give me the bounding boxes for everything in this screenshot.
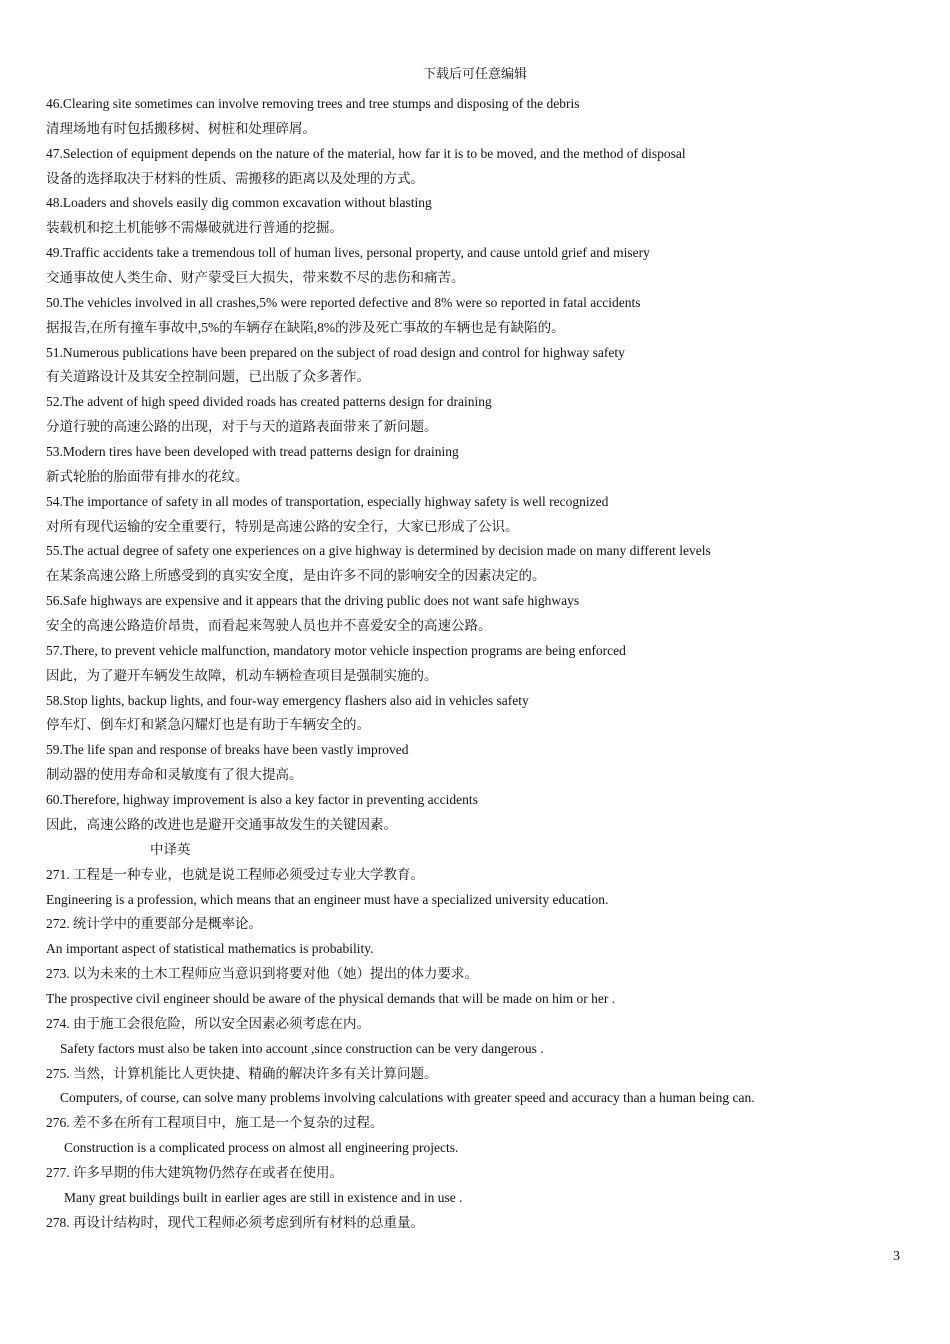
text-line: 271. 工程是一种专业，也就是说工程师必须受过专业大学教育。 bbox=[46, 866, 424, 882]
text-line: 在某条高速公路上所感受到的真实安全度，是由许多不同的影响安全的因素决定的。 bbox=[46, 568, 546, 584]
text-line: 56.Safe highways are expensive and it appears that the driving public does not want safe highways bbox=[46, 593, 580, 609]
text-line: 46.Clearing site sometimes can involve removing trees and tree stumps and disposing of the debris bbox=[46, 96, 580, 111]
text-line: 53.Modern tires have been developed with tread patterns design for draining bbox=[46, 444, 459, 460]
text-line: 55.The actual degree of safety one experiences on a give highway is determined by decision made on many different levels bbox=[46, 543, 711, 559]
text-line: 51.Numerous publications have been prepared on the subject of road design and control for highway safety bbox=[46, 344, 625, 360]
text-line: 48.Loaders and shovels easily dig common excavation without blasting bbox=[46, 195, 432, 211]
text-line: 清理场地有时包括搬移树、树桩和处理碎屑。 bbox=[46, 120, 316, 136]
text-line: 275. 当然，计算机能比人更快捷、精确的解决许多有关计算问题。 bbox=[46, 1065, 438, 1081]
text-line: Many great buildings built in earlier ages are still in existence and in use . bbox=[64, 1189, 463, 1205]
text-line: 安全的高速公路造价昂贵，而看起来驾驶人员也并不喜爱安全的高速公路。 bbox=[46, 618, 492, 634]
page-number: 3 bbox=[893, 1249, 900, 1264]
text-line: 52.The advent of high speed divided roads has created patterns design for draining bbox=[46, 394, 492, 410]
text-line: 据报告,在所有撞车事故中,5%的车辆存在缺陷,8%的涉及死亡事故的车辆也是有缺陷的。 bbox=[46, 319, 565, 335]
text-line: Engineering is a profession, which means that an engineer must have a specialized university education. bbox=[46, 891, 609, 907]
text-line: Construction is a complicated process on almost all engineering projects. bbox=[64, 1140, 459, 1156]
text-line: 新式轮胎的胎面带有排水的花纹。 bbox=[46, 468, 249, 484]
text-line: 因此，为了避开车辆发生故障，机动车辆检查项目是强制实施的。 bbox=[46, 667, 438, 683]
text-line: 278. 再设计结构时，现代工程师必须考虑到所有材料的总重量。 bbox=[46, 1214, 424, 1230]
text-line: 274. 由于施工会很危险，所以安全因素必须考虑在内。 bbox=[46, 1015, 370, 1031]
text-line: 272. 统计学中的重要部分是概率论。 bbox=[46, 916, 262, 932]
page-header: 下载后可任意编辑 bbox=[422, 66, 527, 81]
text-line: 停车灯、倒车灯和紧急闪耀灯也是有助于车辆安全的。 bbox=[46, 717, 370, 733]
text-line: Safety factors must also be taken into account ,since construction can be very dangerous . bbox=[60, 1040, 544, 1056]
text-line: Computers, of course, can solve many problems involving calculations with greater speed and accuracy than a human being can. bbox=[60, 1090, 755, 1106]
text-line: 因此，高速公路的改进也是避开交通事故发生的关键因素。 bbox=[46, 816, 397, 832]
text-line: 交通事故使人类生命、财产蒙受巨大损失，带来数不尽的悲伤和痛苦。 bbox=[46, 270, 465, 286]
text-line: 59.The life span and response of breaks have been vastly improved bbox=[46, 742, 409, 758]
section-title: 中译英 bbox=[150, 841, 191, 857]
text-line: 有关道路设计及其安全控制问题，已出版了众多著作。 bbox=[46, 369, 370, 385]
text-line: 制动器的使用寿命和灵敏度有了很大提高。 bbox=[46, 767, 303, 783]
text-line: 50.The vehicles involved in all crashes,5% were reported defective and 8% were so reported in fatal accidents bbox=[46, 294, 641, 310]
text-line: 54.The importance of safety in all modes of transportation, especially highway safety is well recognized bbox=[46, 493, 609, 509]
text-line: 设备的选择取决于材料的性质、需搬移的距离以及处理的方式。 bbox=[46, 170, 424, 186]
text-line: 57.There, to prevent vehicle malfunction, mandatory motor vehicle inspection programs are being enforced bbox=[46, 642, 626, 658]
text-line: 49.Traffic accidents take a tremendous toll of human lives, personal property, and cause untold grief and misery bbox=[46, 245, 650, 261]
text-line: The prospective civil engineer should be aware of the physical demands that will be made on him or her . bbox=[46, 990, 616, 1006]
text-line: 273. 以为未来的土木工程师应当意识到将要对他（她）提出的体力要求。 bbox=[46, 966, 478, 982]
text-line: 对所有现代运输的安全重要行，特别是高速公路的安全行，大家已形成了公识。 bbox=[46, 518, 519, 534]
text-line: 47.Selection of equipment depends on the nature of the material, how far it is to be moved, and the method of disposal bbox=[46, 145, 686, 161]
text-line: 276. 差不多在所有工程项目中，施工是一个复杂的过程。 bbox=[46, 1115, 384, 1131]
text-line: 277. 许多早期的伟大建筑物仍然存在或者在使用。 bbox=[46, 1164, 343, 1180]
document-body bbox=[46, 92, 926, 1236]
text-line: 60.Therefore, highway improvement is also a key factor in preventing accidents bbox=[46, 792, 478, 808]
text-line: 分道行驶的高速公路的出现，对于与天的道路表面带来了新问题。 bbox=[46, 419, 438, 435]
text-line: An important aspect of statistical mathematics is probability. bbox=[46, 941, 374, 957]
text-line: 装载机和挖土机能够不需爆破就进行普通的挖掘。 bbox=[46, 220, 343, 236]
text-line: 58.Stop lights, backup lights, and four-way emergency flashers also aid in vehicles safety bbox=[46, 692, 529, 708]
